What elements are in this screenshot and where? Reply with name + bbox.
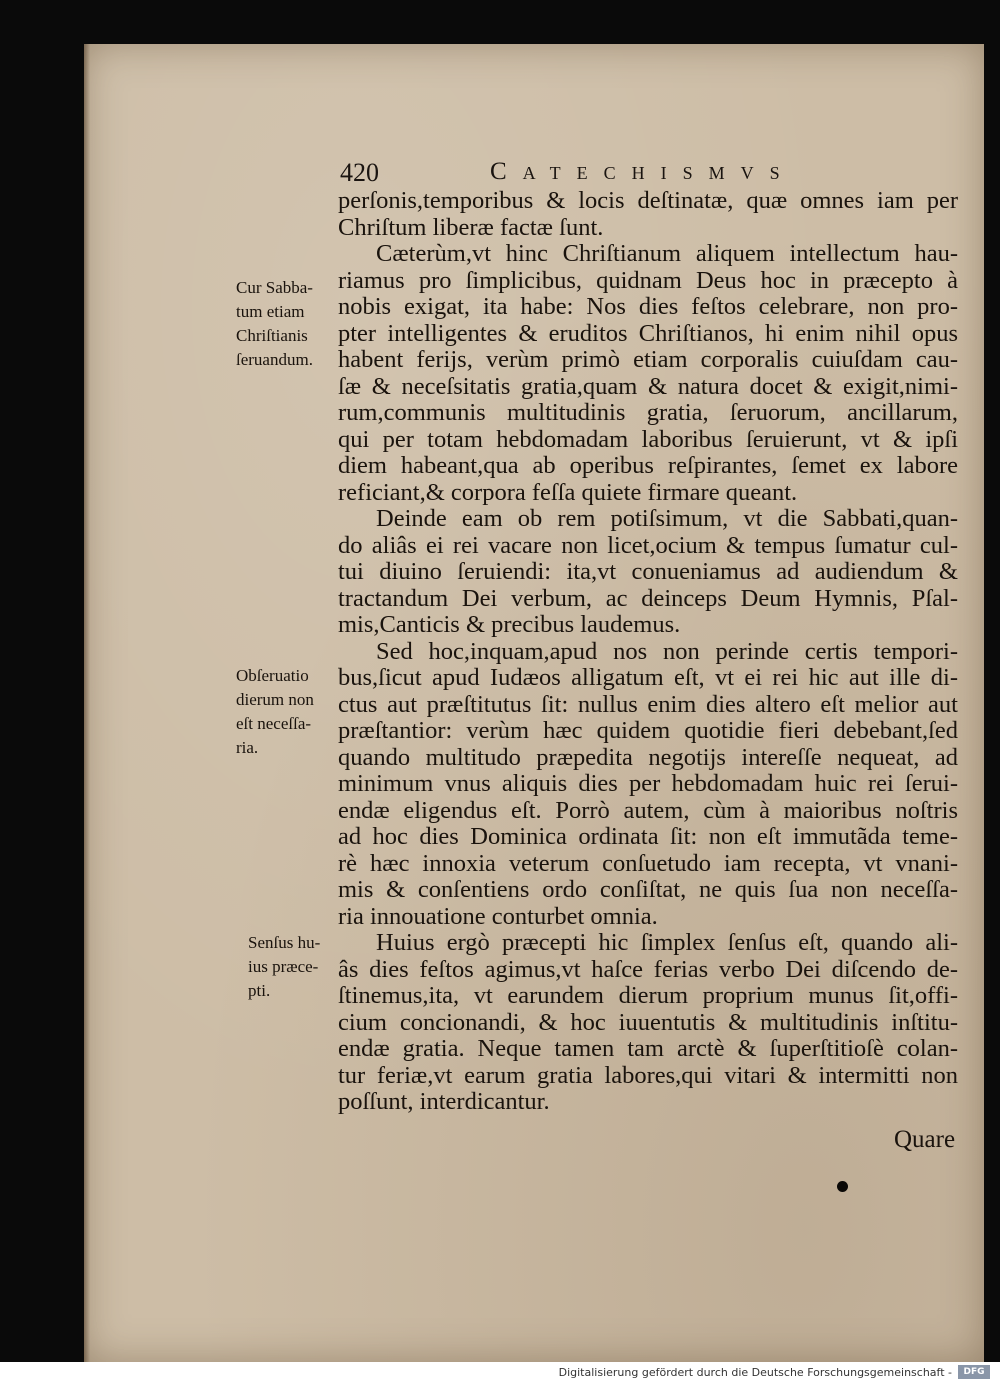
catchword: Quare <box>894 1126 956 1153</box>
text-line: præſtantior: verùm hæc quidem quotidie fieri debebant,ſed <box>338 717 958 744</box>
footer-credit: Digitalisierung gefördert durch die Deutsche Forschungsgemeinschaft - <box>558 1366 952 1379</box>
margin-note-line: tum etiam <box>236 302 305 321</box>
text-line: tui diuino ſeruiendi: ita,vt conueniamus ad audiendum & <box>338 558 958 585</box>
text-line: tur feriæ,vt earum gratia labores,qui vitari & intermitti non <box>338 1061 958 1089</box>
text-line: rè hæc innoxia veterum conſuetudo iam recepta, vt vnani- <box>338 849 958 877</box>
text-line: ſæ & neceſsitatis gratia,quam & natura docet & exigit,nimi- <box>338 372 958 400</box>
text-line: endæ eligendus eſt. Porrò autem, cùm à maioribus noſtris <box>338 796 958 824</box>
dfg-logo-icon: DFG <box>958 1365 990 1379</box>
text-line: reficiant,& corpora feſſa quiete firmare queant. <box>338 478 798 506</box>
margin-note-line: dierum non <box>236 690 314 709</box>
margin-note-line: pti. <box>248 981 271 1000</box>
text-line: diem habeant,qua ab operibus reſpirantes, ſemet ex labore <box>338 452 958 479</box>
text-line: cium concionandi, & hoc iuuentutis & multitudinis inſtitu- <box>338 1008 958 1036</box>
text-line: Deinde eam ob rem potiſsimum, vt die Sabbati,quan- <box>376 505 958 532</box>
text-line: qui per totam hebdomadam laboribus ſeruierunt, vt & ipſi <box>338 425 958 453</box>
text-line: mis & conſentiens ordo conſiſtat, ne quis ſua non neceſſa- <box>338 876 958 903</box>
text-line: minimum vnus aliquis dies per hebdomadam huic rei ſerui- <box>338 770 958 797</box>
page-number: 420 <box>340 158 379 187</box>
text-line: âs dies feſtos agimus,vt haſce ferias verbo Dei diſcendo de- <box>338 955 958 983</box>
text-line: Huius ergò præcepti hic ſimplex ſenſus eſt, quando ali- <box>376 929 958 956</box>
text-line: riamus pro ſimplicibus, quidnam Deus hoc in præcepto à <box>338 266 958 294</box>
margin-note-line: ius præce- <box>248 957 319 976</box>
text-line: perſonis,temporibus & locis deſtinatæ, quæ omnes iam per <box>338 187 958 214</box>
margin-note-line: eſt neceſſa- <box>236 714 312 733</box>
margin-note-observance <box>236 664 336 760</box>
text-line: rum,communis multitudinis gratia, ſeruorum, ancillarum, <box>338 399 958 426</box>
margin-note-line: ria. <box>236 738 259 757</box>
text-line: do aliâs ei rei vacare non licet,ocium & tempus ſumatur cul- <box>338 531 958 559</box>
margin-note-line: Senſus hu- <box>248 933 321 952</box>
text-line: ad hoc dies Dominica ordinata ſit: non eſt immutãda teme- <box>338 823 958 850</box>
text-line: habent ferijs, verùm primò etiam corporalis cuiuſdam cau- <box>338 346 958 373</box>
text-line: mis,Canticis & precibus laudemus. <box>338 611 681 638</box>
body-text <box>338 188 958 1116</box>
text-line: nobis exigat, ita habe: Nos dies feſtos celebrare, non pro- <box>338 293 958 320</box>
text-line: Sed hoc,inquam,apud nos non perinde certis tempori- <box>376 637 958 665</box>
text-line: pter intelligentes & eruditos Chriſtianos, hi enim nihil opus <box>338 319 958 347</box>
text-line: ctus aut præſtitutus ſit: nullus enim dies altero eſt melior aut <box>338 690 958 718</box>
text-line: poſſunt, interdicantur. <box>338 1088 550 1115</box>
text-line: tractandum Dei verbum, ac deinceps Deum Hymnis, Pſal- <box>338 584 958 612</box>
margin-note-sense <box>248 931 348 1003</box>
text-line: ria innouatione conturbet omnia. <box>338 902 658 930</box>
text-line: Chriſtum liberæ factæ ſunt. <box>338 213 604 241</box>
margin-note-sabbath <box>236 276 336 372</box>
text-line: Cæterùm,vt hinc Chriſtianum aliquem intellectum hau- <box>376 240 958 267</box>
footer-bar <box>0 1362 1000 1384</box>
text-line: quando multitudo præpedita negotijs intereſſe nequeat, ad <box>338 743 958 771</box>
margin-note-line: Cur Sabba- <box>236 278 313 297</box>
text-line: endæ gratia. Neque tamen tam arctè & ſuperſtitioſè colan- <box>338 1035 958 1062</box>
margin-note-line: Obſeruatio <box>236 666 309 685</box>
text-line: bus,ſicut apud Iudæos alligatum eſt, vt ei rei hic aut ille di- <box>338 664 958 691</box>
running-head-title: Catechismvs <box>490 158 796 185</box>
text-line: ſtinemus,ita, vt earundem dierum proprium munus ſit,offi- <box>338 982 958 1009</box>
margin-note-line: Chriſtianis <box>236 326 308 345</box>
margin-note-line: ſeruandum. <box>236 350 313 369</box>
ink-speck <box>837 1181 848 1192</box>
